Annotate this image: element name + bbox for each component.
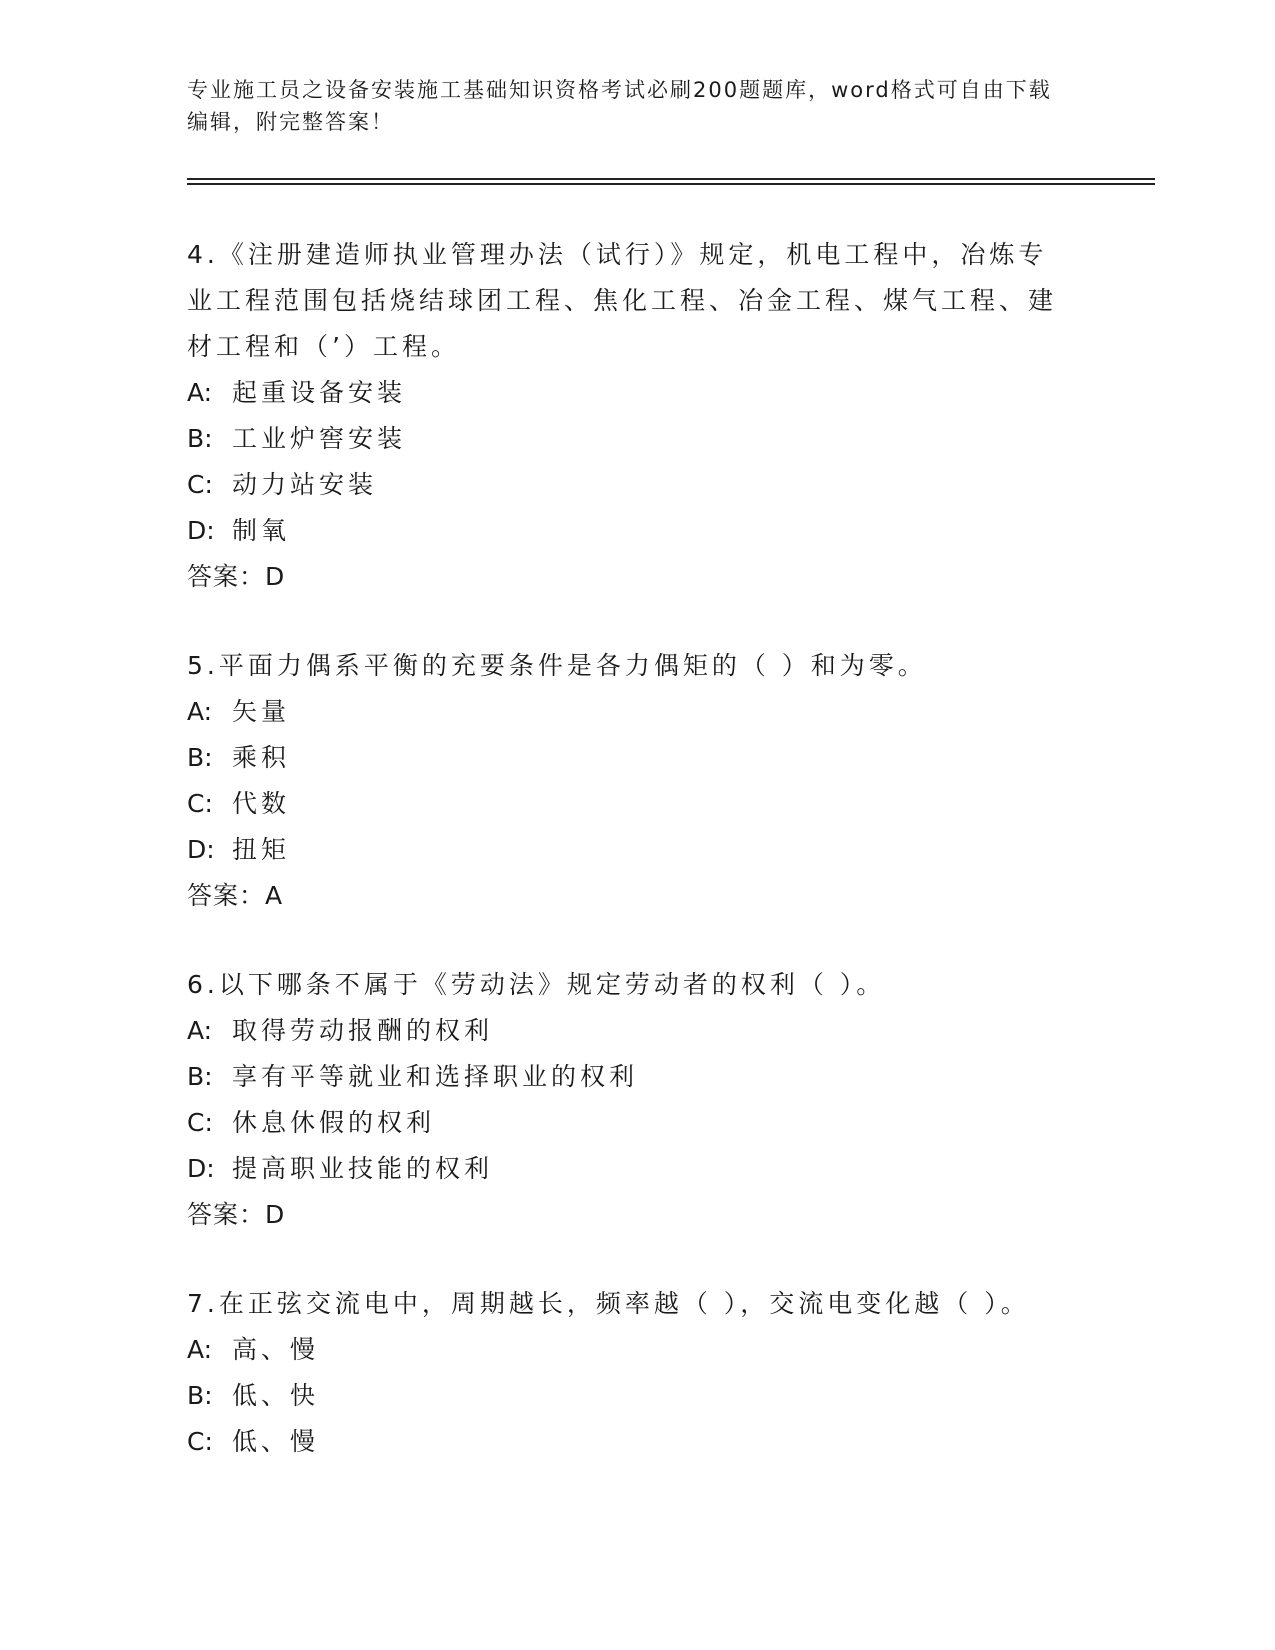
question-text: 7.在正弦交流电中，周期越长，频率越（ ），交流电变化越（ ）。 bbox=[187, 1289, 1030, 1318]
option-key: B: bbox=[187, 743, 213, 772]
question-6 bbox=[187, 962, 1067, 1238]
question-text: 6.以下哪条不属于《劳动法》规定劳动者的权利（ ）。 bbox=[187, 970, 886, 999]
option-key: B: bbox=[187, 424, 213, 453]
option-text: 代数 bbox=[232, 789, 291, 818]
option-text: 扭矩 bbox=[232, 835, 291, 864]
option-d bbox=[187, 827, 1067, 873]
option-text: 低、慢 bbox=[232, 1427, 320, 1456]
option-text: 提高职业技能的权利 bbox=[232, 1154, 494, 1183]
option-b bbox=[187, 735, 1067, 781]
option-text: 休息休假的权利 bbox=[232, 1108, 436, 1137]
option-text: 矢量 bbox=[232, 697, 291, 726]
option-text: 享有平等就业和选择职业的权利 bbox=[232, 1062, 639, 1091]
option-text: 制氧 bbox=[232, 516, 291, 545]
option-b bbox=[187, 416, 1067, 462]
option-a bbox=[187, 689, 1067, 735]
option-key: A: bbox=[187, 1016, 213, 1045]
question-list bbox=[187, 232, 1067, 1508]
option-a bbox=[187, 370, 1067, 416]
document-header: 专业施工员之设备安装施工基础知识资格考试必刷200题题库，word格式可自由下载编辑，附完整答案！ bbox=[187, 78, 1052, 134]
question-5 bbox=[187, 643, 1067, 919]
option-key: A: bbox=[187, 378, 213, 407]
header-rule-bottom bbox=[187, 183, 1155, 185]
header-rule-top bbox=[187, 178, 1155, 180]
option-text: 起重设备安装 bbox=[232, 378, 407, 407]
answer: 答案：A bbox=[187, 881, 284, 910]
option-text: 高、慢 bbox=[232, 1335, 320, 1364]
option-key: C: bbox=[187, 1108, 213, 1137]
option-key: B: bbox=[187, 1062, 213, 1091]
option-key: C: bbox=[187, 789, 213, 818]
option-key: D: bbox=[187, 516, 215, 545]
option-text: 工业炉窖安装 bbox=[232, 424, 407, 453]
option-d bbox=[187, 1146, 1067, 1192]
option-text: 乘积 bbox=[232, 743, 291, 772]
answer: 答案：D bbox=[187, 1200, 286, 1229]
option-key: B: bbox=[187, 1381, 213, 1410]
question-text: 4.《注册建造师执业管理办法（试行）》规定，机电工程中，冶炼专业工程范围包括烧结球团工程、焦化工程、冶金工程、煤气工程、建材工程和（’）工程。 bbox=[187, 240, 1058, 361]
option-text: 取得劳动报酬的权利 bbox=[232, 1016, 494, 1045]
answer: 答案：D bbox=[187, 562, 286, 591]
option-c bbox=[187, 1419, 1067, 1465]
option-text: 低、快 bbox=[232, 1381, 320, 1410]
question-7 bbox=[187, 1281, 1067, 1465]
option-b bbox=[187, 1373, 1067, 1419]
option-a bbox=[187, 1008, 1067, 1054]
option-key: A: bbox=[187, 1335, 213, 1364]
question-4 bbox=[187, 232, 1067, 600]
option-key: D: bbox=[187, 1154, 215, 1183]
option-a bbox=[187, 1327, 1067, 1373]
option-c bbox=[187, 462, 1067, 508]
option-key: C: bbox=[187, 1427, 213, 1456]
question-text: 5.平面力偶系平衡的充要条件是各力偶矩的（ ）和为零。 bbox=[187, 651, 927, 680]
option-c bbox=[187, 781, 1067, 827]
option-b bbox=[187, 1054, 1067, 1100]
option-key: D: bbox=[187, 835, 215, 864]
option-text: 动力站安装 bbox=[232, 470, 378, 499]
option-key: C: bbox=[187, 470, 213, 499]
option-c bbox=[187, 1100, 1067, 1146]
option-key: A: bbox=[187, 697, 213, 726]
option-d bbox=[187, 508, 1067, 554]
